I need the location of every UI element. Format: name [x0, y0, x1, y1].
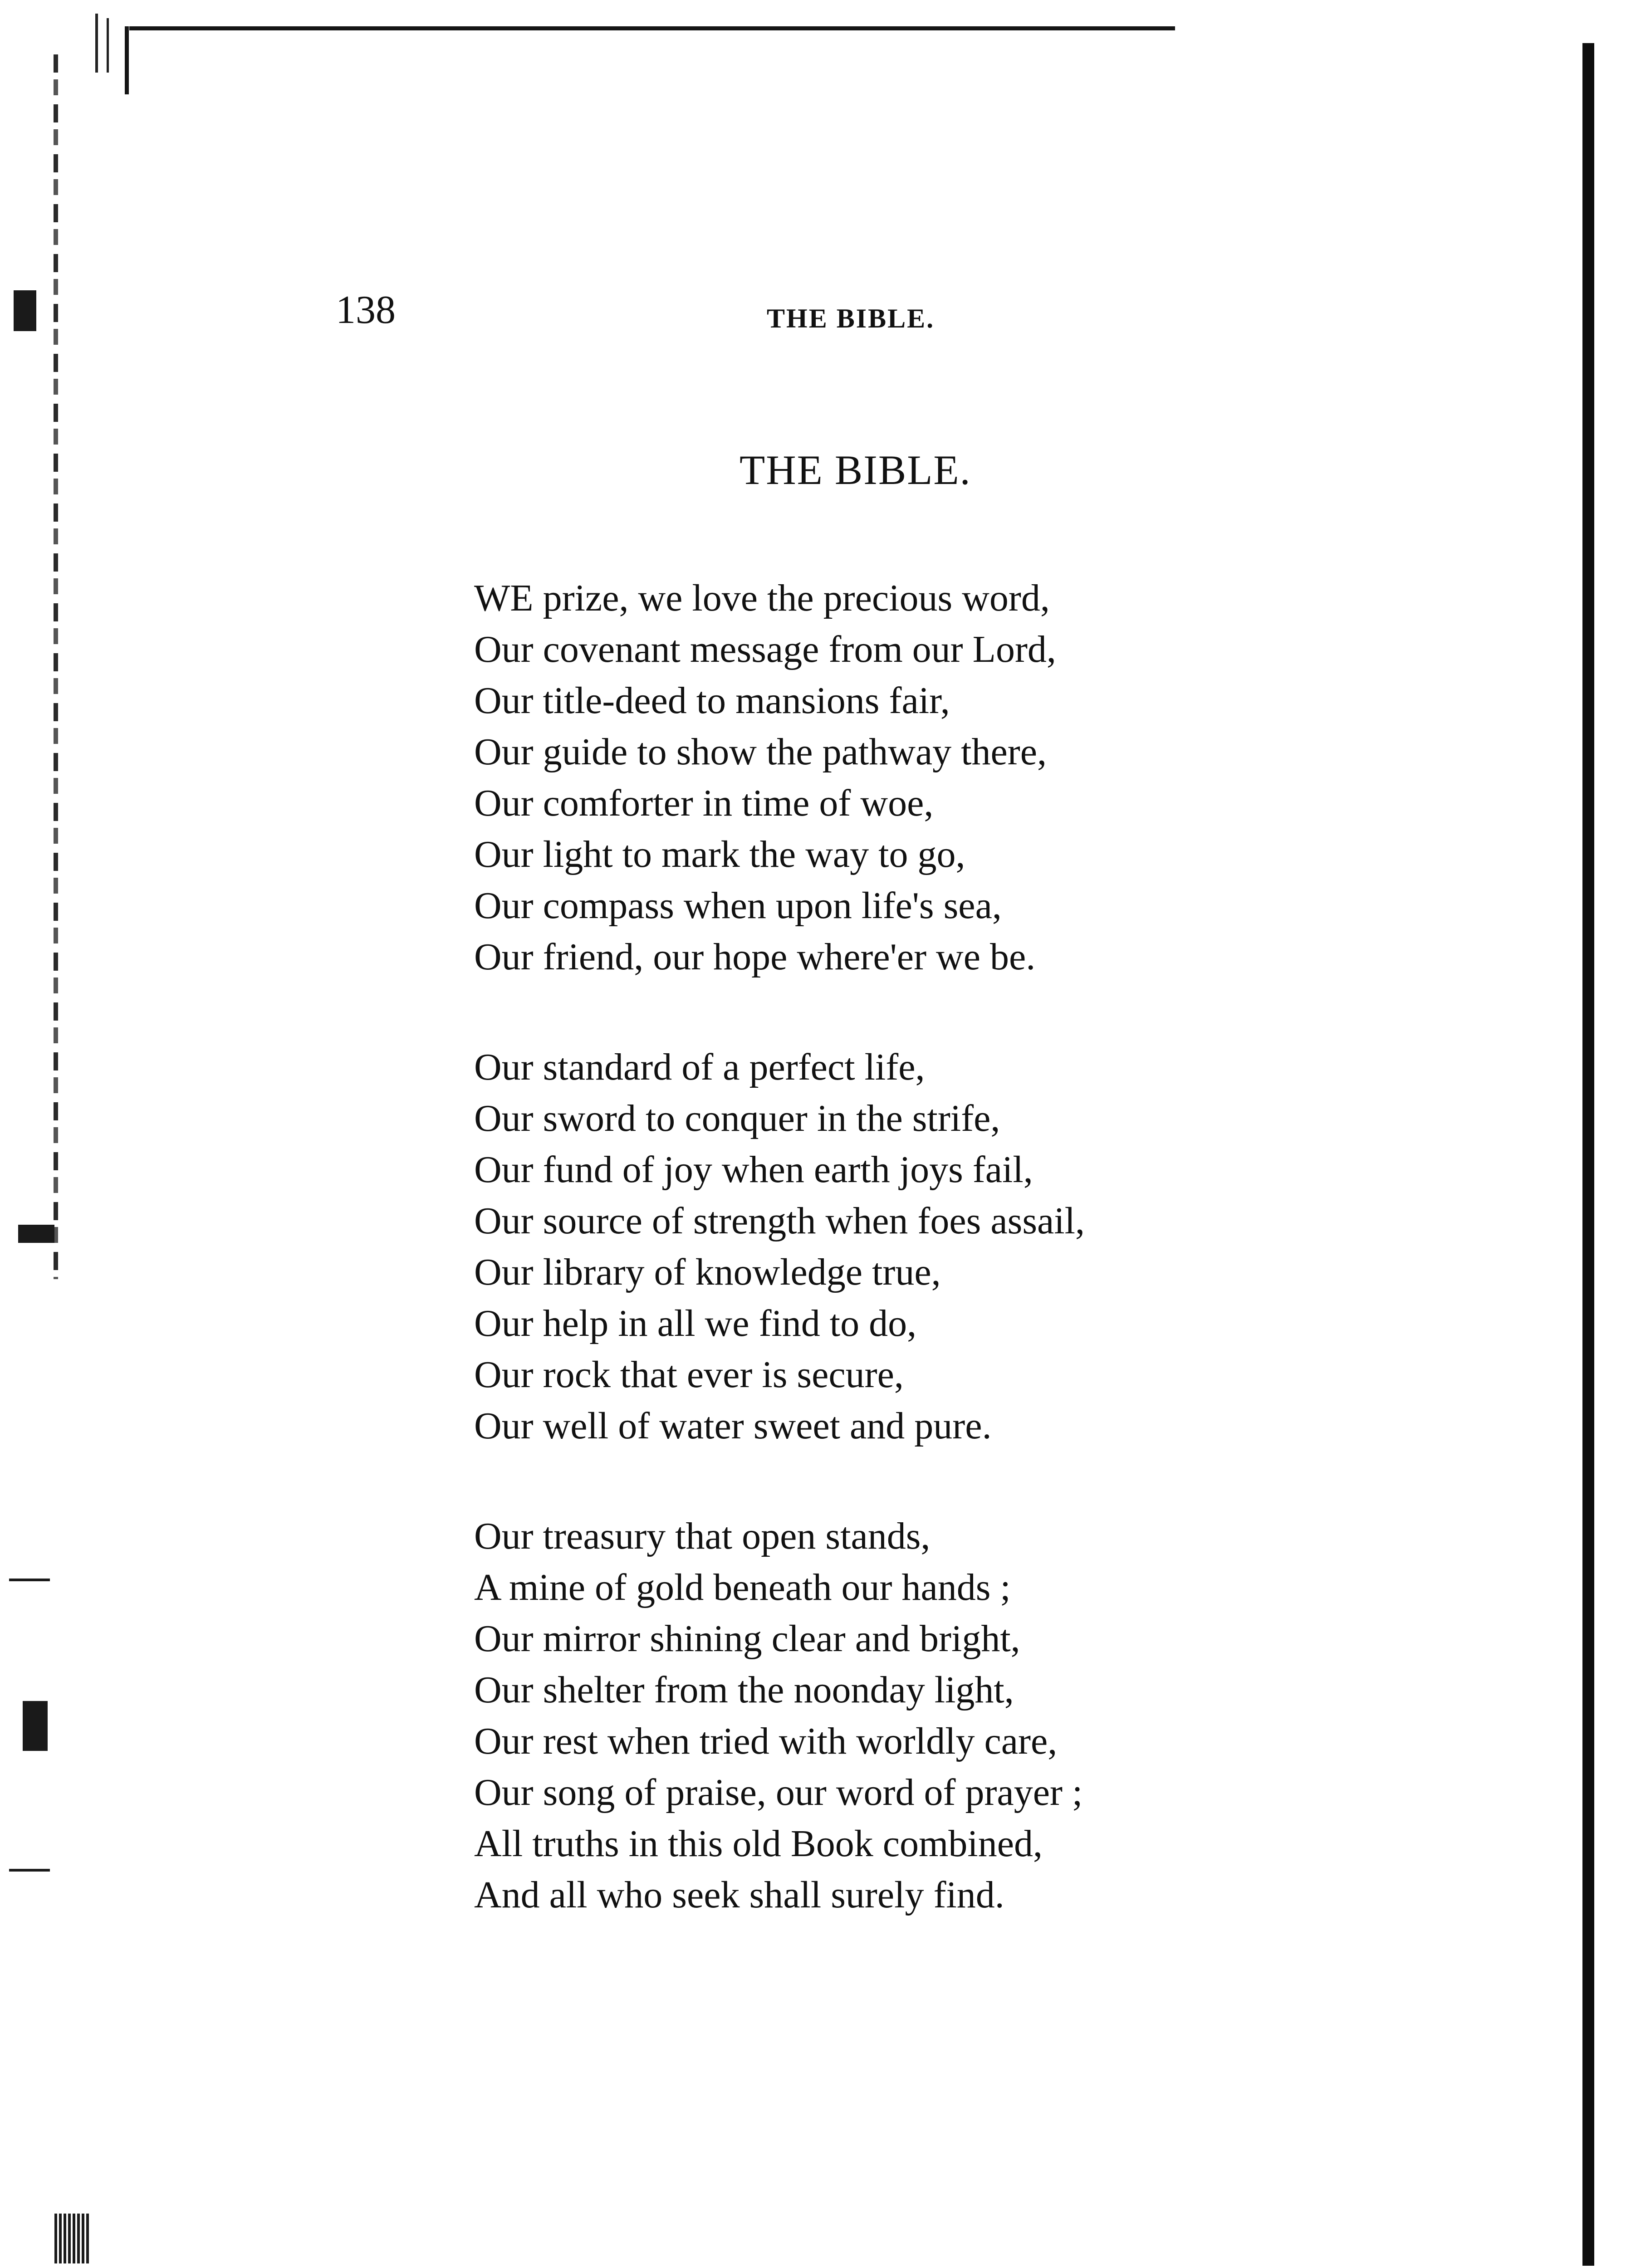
poem-line: Our well of water sweet and pure. [474, 1405, 992, 1447]
left-scan-mark [9, 1869, 50, 1872]
left-scan-mark [9, 1579, 50, 1581]
stanza [474, 1510, 1472, 1921]
left-scan-mark [18, 1225, 54, 1243]
poem-line: Our guide to show the pathway there, [474, 731, 1047, 773]
poem-line: Our rest when tried with worldly care, [474, 1720, 1058, 1762]
poem-line: Our friend, our hope where'er we be. [474, 936, 1036, 978]
poem-line: Our song of praise, our word of prayer ; [474, 1771, 1083, 1813]
left-scan-mark [23, 1701, 48, 1751]
poem-line: Our help in all we find to do, [474, 1302, 917, 1344]
left-scan-mark [14, 290, 36, 331]
poem-line: Our fund of joy when earth joys fail, [474, 1149, 1033, 1191]
poem-line: Our light to mark the way to go, [474, 833, 965, 875]
stanza [474, 572, 1472, 982]
poem-line: All truths in this old Book combined, [474, 1823, 1043, 1865]
top-scan-rule [129, 26, 1175, 30]
poem-line: And all who seek shall surely find. [474, 1874, 1004, 1916]
right-binding-edge [1582, 43, 1594, 2266]
page-number: 138 [336, 288, 396, 332]
poem-line: Our standard of a perfect life, [474, 1046, 925, 1088]
poem-body [474, 572, 1472, 1980]
poem-title: THE BIBLE. [740, 447, 971, 493]
corner-scan-mark [107, 18, 109, 73]
poem-line: Our library of knowledge true, [474, 1251, 941, 1293]
poem-line: Our source of strength when foes assail, [474, 1200, 1085, 1242]
corner-scan-mark [95, 14, 98, 73]
poem-line: Our comforter in time of woe, [474, 782, 934, 824]
running-head: THE BIBLE. [767, 303, 935, 333]
poem-line: Our compass when upon life's sea, [474, 885, 1002, 927]
poem-line: Our mirror shining clear and bright, [474, 1618, 1020, 1660]
poem-line: Our shelter from the noonday light, [474, 1669, 1014, 1711]
poem-line: Our treasury that open stands, [474, 1515, 931, 1557]
poem-line: Our title-deed to mansions fair, [474, 679, 950, 722]
corner-scan-mark [125, 26, 129, 94]
bottom-scan-mark [54, 2214, 91, 2263]
poem-line: Our rock that ever is secure, [474, 1354, 904, 1396]
left-binding-edge [54, 54, 58, 1279]
poem-line: A mine of gold beneath our hands ; [474, 1566, 1011, 1608]
poem-line: Our sword to conquer in the strife, [474, 1097, 1000, 1139]
stanza [474, 1041, 1472, 1452]
poem-line: Our covenant message from our Lord, [474, 628, 1056, 670]
poem-line: WE prize, we love the precious word, [474, 577, 1050, 619]
